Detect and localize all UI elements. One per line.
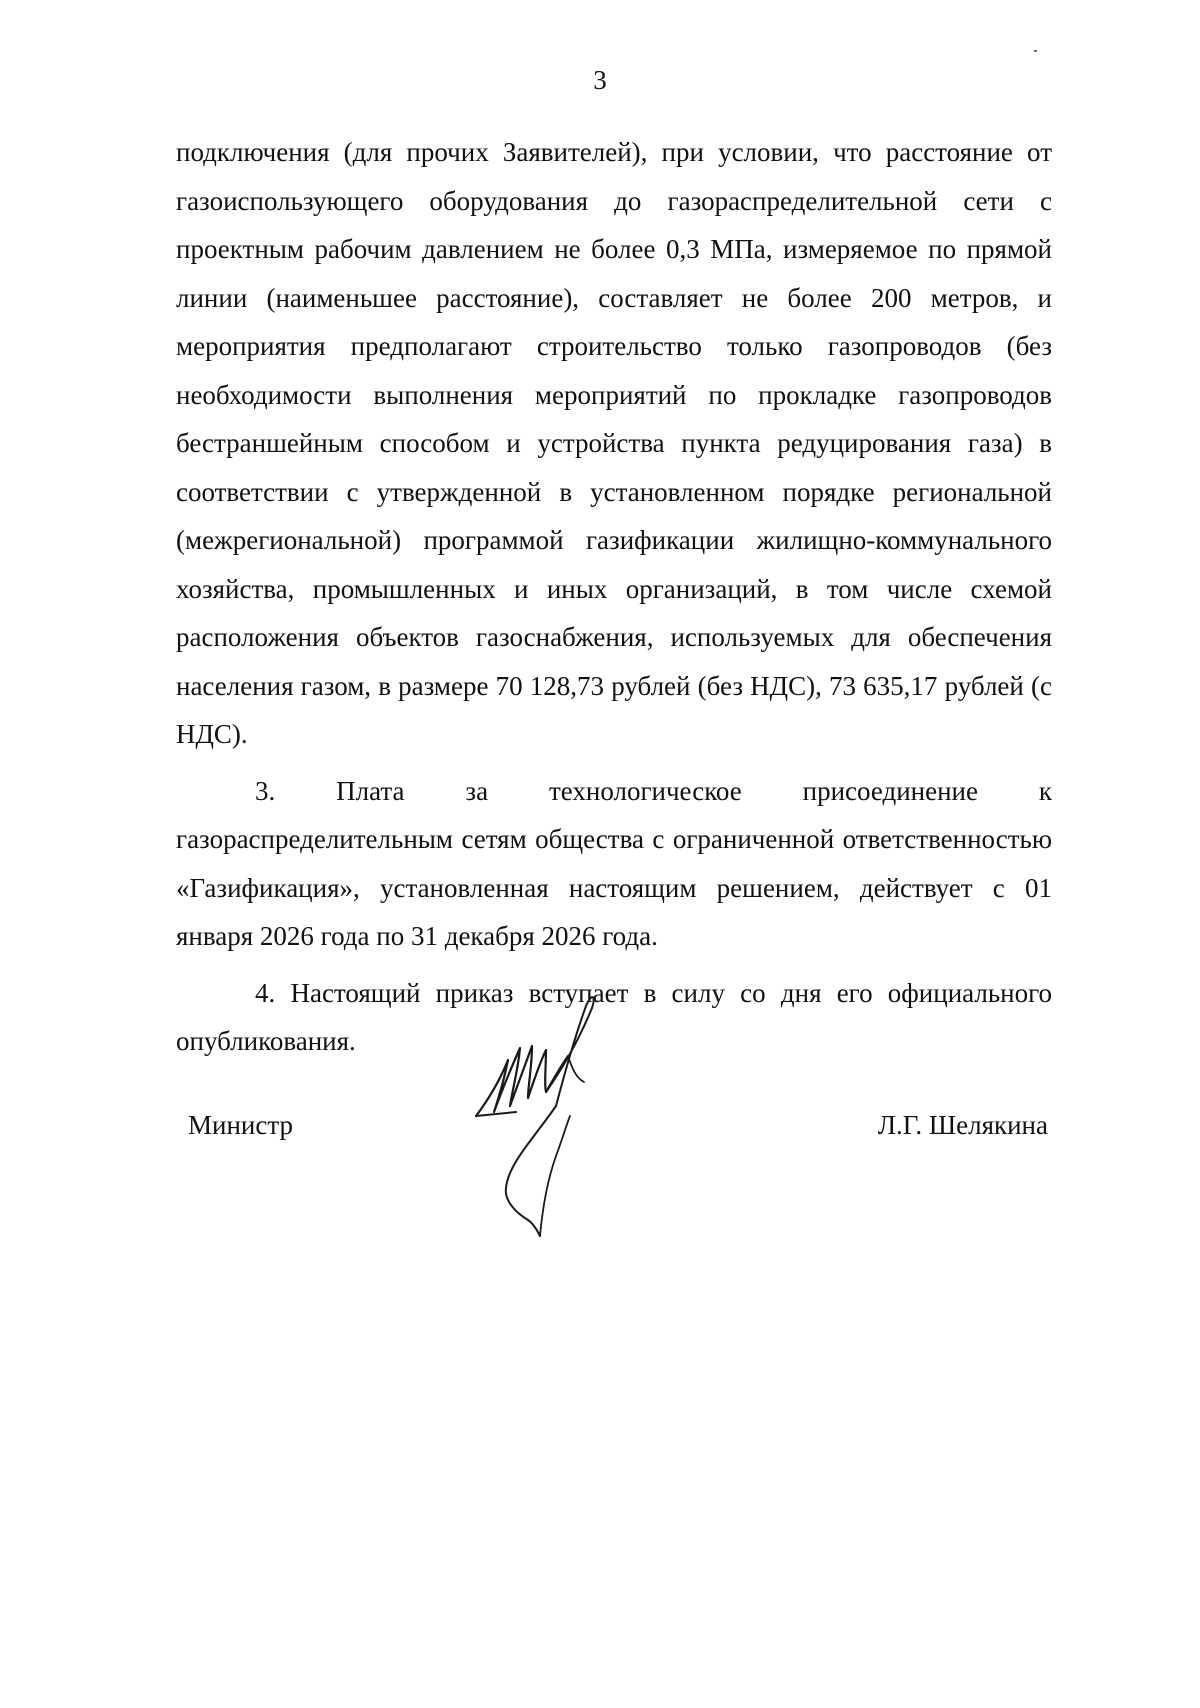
paragraph-continuation: подключения (для прочих Заявителей), при условии, что расстояние от газоиспользующего оборудования до газораспределительной сети с проектным рабочим давлением не более 0,3 МПа, измеряемое по прямой линии (наименьшее расстояние), составляет не более 200 метров, и мероприятия предполагают строительство только газопроводов (без необходимости выполнения мероприятий по прокладке газопроводов бестраншейным способом и устройства пункта редуцирования газа) в соответствии с утвержденной в установленном порядке региональной (межрегиональной) программой газификации жилищно-коммунального хозяйства, промышленных и иных организаций, в том числе схемой расположения объектов газоснабжения, используемых для обеспечения населения газом, в размере 70 128,73 рублей (без НДС), 73 635,17 рублей (с НДС). — [176, 137, 1052, 749]
paragraph-item-3: 3. Плата за технологическое присоединение к газораспределительным сетям общества с ограниченной ответственностью «Газификация», установленная настоящим решением, действует с 01 января 2026 года по 31 декабря 2026 года. — [176, 775, 1052, 951]
signer-title: Министр — [188, 1110, 293, 1140]
paragraph-item-4: 4. Настоящий приказ вступает в силу со дня его официального опубликования. — [176, 977, 1052, 1056]
handwritten-signature — [474, 988, 634, 1238]
page-number: 3 — [593, 65, 607, 95]
document-body — [176, 128, 1052, 1066]
signer-name: Л.Г. Шелякина — [877, 1110, 1048, 1140]
scan-speck — [1034, 50, 1037, 52]
